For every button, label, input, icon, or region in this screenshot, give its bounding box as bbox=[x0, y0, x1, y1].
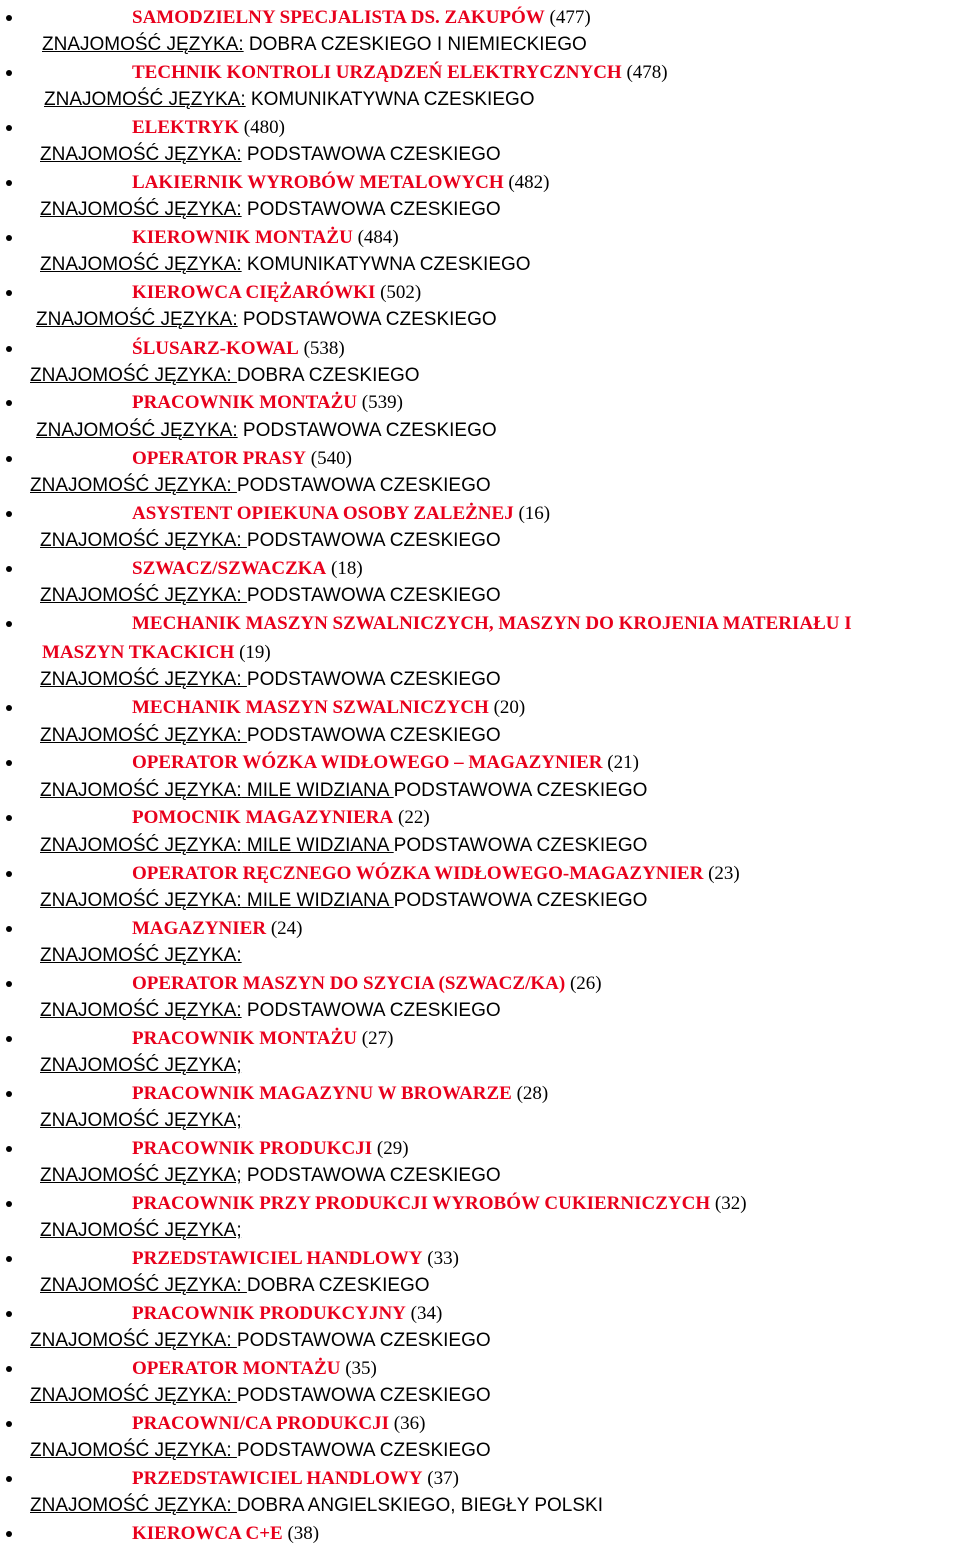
language-label: ZNAJOMOŚĆ JĘZYKA: bbox=[40, 1275, 247, 1296]
language-label: ZNAJOMOŚĆ JĘZYKA: bbox=[36, 420, 238, 441]
job-title: PRACOWNIK PRODUKCJI bbox=[132, 1138, 373, 1159]
language-level: PODSTAWOWA CZESKIEGO bbox=[393, 835, 648, 856]
language-label: ZNAJOMOŚĆ JĘZYKA; bbox=[40, 1220, 242, 1241]
job-number: (35) bbox=[340, 1358, 377, 1379]
language-requirement bbox=[40, 722, 501, 749]
job-title-line bbox=[0, 389, 960, 416]
job-entry bbox=[132, 1465, 459, 1492]
job-entry bbox=[132, 694, 525, 721]
language-requirement bbox=[42, 31, 587, 58]
bullet-icon bbox=[6, 621, 12, 627]
bullet-icon bbox=[6, 1476, 12, 1482]
language-label: ZNAJOMOŚĆ JĘZYKA: bbox=[40, 1000, 242, 1021]
language-level: KOMUNIKATYWNA CZESKIEGO bbox=[245, 89, 535, 110]
job-title-line bbox=[0, 1465, 960, 1492]
job-number: (16) bbox=[513, 503, 551, 524]
job-number: (477) bbox=[544, 7, 591, 28]
language-preferred: MILE WIDZIANA bbox=[241, 835, 394, 856]
language-label: ZNAJOMOŚĆ JĘZYKA: bbox=[40, 144, 242, 165]
job-number: (482) bbox=[503, 172, 550, 193]
language-level: PODSTAWOWA CZESKIEGO bbox=[236, 1330, 491, 1351]
job-title-continuation-line bbox=[0, 639, 960, 666]
job-entry bbox=[132, 1080, 548, 1107]
job-title-line bbox=[0, 1520, 960, 1547]
language-requirement-line bbox=[0, 141, 960, 168]
bullet-icon bbox=[6, 705, 12, 711]
job-entry bbox=[132, 1355, 377, 1382]
language-requirement-line bbox=[0, 1437, 960, 1464]
job-entry bbox=[132, 500, 550, 527]
language-label: ZNAJOMOŚĆ JĘZYKA: bbox=[40, 199, 242, 220]
language-requirement-line bbox=[0, 1492, 960, 1519]
language-level: PODSTAWOWA CZESKIEGO bbox=[246, 669, 501, 690]
job-number: (19) bbox=[234, 642, 271, 663]
language-requirement bbox=[30, 362, 420, 389]
job-entry bbox=[132, 114, 285, 141]
job-entry bbox=[132, 279, 421, 306]
language-requirement bbox=[40, 1107, 242, 1134]
bullet-icon bbox=[6, 235, 12, 241]
job-title: PRACOWNIK MAGAZYNU W BROWARZE bbox=[132, 1083, 512, 1104]
language-label: ZNAJOMOŚĆ JĘZYKA; bbox=[40, 1165, 242, 1186]
job-number: (34) bbox=[405, 1303, 443, 1324]
job-number: (478) bbox=[621, 62, 668, 83]
job-number: (32) bbox=[710, 1193, 747, 1214]
language-level: PODSTAWOWA CZESKIEGO bbox=[236, 1385, 491, 1406]
language-requirement-line bbox=[0, 666, 960, 693]
language-requirement-line bbox=[0, 1107, 960, 1134]
job-title: OPERATOR MASZYN DO SZYCIA (SZWACZ/KA) bbox=[132, 973, 566, 994]
language-level: PODSTAWOWA CZESKIEGO bbox=[246, 725, 501, 746]
job-entry bbox=[132, 335, 345, 362]
job-title-line bbox=[0, 1190, 960, 1217]
language-requirement-line bbox=[0, 31, 960, 58]
language-label: ZNAJOMOŚĆ JĘZYKA: bbox=[36, 309, 238, 330]
job-entry bbox=[132, 169, 550, 196]
job-title-line bbox=[0, 1300, 960, 1327]
job-title-line bbox=[0, 749, 960, 776]
language-label: ZNAJOMOŚĆ JĘZYKA: bbox=[40, 530, 247, 551]
job-title: OPERATOR MONTAŻU bbox=[132, 1358, 341, 1379]
language-requirement-line bbox=[0, 306, 960, 333]
language-level: PODSTAWOWA CZESKIEGO bbox=[237, 309, 497, 330]
bullet-icon bbox=[6, 1366, 12, 1372]
job-title-line bbox=[0, 335, 960, 362]
job-number: (23) bbox=[703, 863, 740, 884]
job-title: SZWACZ/SZWACZKA bbox=[132, 558, 327, 579]
language-requirement-line bbox=[0, 472, 960, 499]
job-number: (538) bbox=[298, 338, 345, 359]
job-title-line bbox=[0, 860, 960, 887]
job-number: (22) bbox=[393, 807, 430, 828]
bullet-icon bbox=[6, 511, 12, 517]
job-title: SAMODZIELNY SPECJALISTA DS. ZAKUPÓW bbox=[132, 7, 545, 28]
job-title-line bbox=[0, 694, 960, 721]
bullet-icon bbox=[6, 1091, 12, 1097]
job-number: (29) bbox=[372, 1138, 409, 1159]
language-requirement bbox=[40, 997, 501, 1024]
job-number: (36) bbox=[389, 1413, 426, 1434]
language-requirement bbox=[30, 1382, 491, 1409]
bullet-icon bbox=[6, 70, 12, 76]
language-requirement-line bbox=[0, 1217, 960, 1244]
job-title-line bbox=[0, 1355, 960, 1382]
job-title: PRACOWNI/CA PRODUKCJI bbox=[132, 1413, 390, 1434]
language-label: ZNAJOMOŚĆ JĘZYKA: bbox=[30, 1440, 237, 1461]
language-level: PODSTAWOWA CZESKIEGO bbox=[241, 144, 501, 165]
job-number: (21) bbox=[602, 752, 639, 773]
bullet-icon bbox=[6, 400, 12, 406]
job-number: (24) bbox=[266, 918, 303, 939]
language-requirement-line bbox=[0, 1382, 960, 1409]
bullet-icon bbox=[6, 871, 12, 877]
bullet-icon bbox=[6, 981, 12, 987]
job-title: LAKIERNIK WYROBÓW METALOWYCH bbox=[132, 172, 504, 193]
language-requirement bbox=[40, 1162, 501, 1189]
language-requirement-line bbox=[0, 417, 960, 444]
language-label: ZNAJOMOŚĆ JĘZYKA: bbox=[40, 725, 247, 746]
language-level: PODSTAWOWA CZESKIEGO bbox=[393, 890, 648, 911]
language-requirement-line bbox=[0, 1162, 960, 1189]
job-number: (480) bbox=[239, 117, 285, 138]
job-title: MAGAZYNIER bbox=[132, 918, 267, 939]
job-number: (484) bbox=[352, 227, 399, 248]
job-title-line bbox=[0, 610, 960, 637]
language-label: ZNAJOMOŚĆ JĘZYKA: bbox=[40, 780, 242, 801]
language-label: ZNAJOMOŚĆ JĘZYKA: bbox=[40, 254, 242, 275]
language-requirement bbox=[30, 1437, 491, 1464]
bullet-icon bbox=[6, 815, 12, 821]
job-title: POMOCNIK MAGAZYNIERA bbox=[132, 807, 394, 828]
job-title: OPERATOR PRASY bbox=[132, 448, 307, 469]
job-title-line bbox=[0, 1080, 960, 1107]
language-level: KOMUNIKATYWNA CZESKIEGO bbox=[241, 254, 531, 275]
bullet-icon bbox=[6, 760, 12, 766]
job-title: KIEROWCA C+E bbox=[132, 1523, 283, 1544]
language-label: ZNAJOMOŚĆ JĘZYKA: bbox=[40, 835, 242, 856]
bullet-icon bbox=[6, 180, 12, 186]
job-title-continuation: MASZYN TKACKICH bbox=[42, 642, 235, 663]
job-number: (18) bbox=[326, 558, 363, 579]
language-preferred: MILE WIDZIANA bbox=[241, 890, 394, 911]
language-requirement-line bbox=[0, 362, 960, 389]
job-title: ŚLUSARZ-KOWAL bbox=[132, 338, 299, 359]
language-label: ZNAJOMOŚĆ JĘZYKA: bbox=[30, 1385, 237, 1406]
language-label: ZNAJOMOŚĆ JĘZYKA; bbox=[40, 1110, 242, 1131]
language-requirement-line bbox=[0, 582, 960, 609]
job-title: ELEKTRYK bbox=[132, 117, 240, 138]
job-number: (26) bbox=[565, 973, 602, 994]
language-level: DOBRA CZESKIEGO bbox=[246, 1275, 430, 1296]
language-label: ZNAJOMOŚĆ JĘZYKA: bbox=[40, 945, 242, 966]
job-entry bbox=[132, 555, 363, 582]
language-label: ZNAJOMOŚĆ JĘZYKA: bbox=[30, 475, 237, 496]
job-title: OPERATOR RĘCZNEGO WÓZKA WIDŁOWEGO-MAGAZYNIER bbox=[132, 863, 704, 884]
bullet-icon bbox=[6, 290, 12, 296]
language-requirement bbox=[36, 306, 497, 333]
job-title-line bbox=[0, 1410, 960, 1437]
job-entry bbox=[132, 610, 852, 637]
bullet-icon bbox=[6, 1421, 12, 1427]
language-requirement bbox=[40, 1217, 242, 1244]
job-number: (28) bbox=[511, 1083, 549, 1104]
bullet-icon bbox=[6, 1036, 12, 1042]
language-requirement bbox=[40, 832, 647, 859]
language-requirement bbox=[40, 141, 501, 168]
job-title: KIEROWCA CIĘŻARÓWKI bbox=[132, 282, 376, 303]
job-entry bbox=[132, 1135, 409, 1162]
language-level: PODSTAWOWA CZESKIEGO bbox=[236, 475, 491, 496]
job-title-line bbox=[0, 445, 960, 472]
language-requirement-line bbox=[0, 1052, 960, 1079]
job-title-line bbox=[0, 1135, 960, 1162]
job-number: (37) bbox=[422, 1468, 459, 1489]
job-entry bbox=[132, 1245, 459, 1272]
language-level: PODSTAWOWA CZESKIEGO bbox=[393, 780, 648, 801]
job-title: MECHANIK MASZYN SZWALNICZYCH bbox=[132, 697, 489, 718]
language-preferred: MILE WIDZIANA bbox=[241, 780, 394, 801]
job-title: PRZEDSTAWICIEL HANDLOWY bbox=[132, 1468, 423, 1489]
job-number: (27) bbox=[357, 1028, 394, 1049]
language-requirement-line bbox=[0, 777, 960, 804]
bullet-icon bbox=[6, 346, 12, 352]
language-requirement-line bbox=[0, 251, 960, 278]
job-number: (38) bbox=[282, 1523, 320, 1544]
language-requirement bbox=[40, 527, 501, 554]
language-requirement bbox=[30, 1492, 603, 1519]
language-label: ZNAJOMOŚĆ JĘZYKA: bbox=[40, 669, 247, 690]
job-entry bbox=[132, 749, 639, 776]
bullet-icon bbox=[6, 1201, 12, 1207]
job-entry bbox=[132, 860, 740, 887]
job-title-line bbox=[0, 500, 960, 527]
language-label: ZNAJOMOŚĆ JĘZYKA: bbox=[40, 890, 242, 911]
job-title-line bbox=[0, 59, 960, 86]
language-label: ZNAJOMOŚĆ JĘZYKA: bbox=[30, 365, 237, 386]
job-title: PRACOWNIK PRZY PRODUKCJI WYROBÓW CUKIERNICZYCH bbox=[132, 1193, 711, 1214]
job-entry bbox=[132, 389, 403, 416]
job-entry bbox=[132, 1520, 319, 1547]
job-title-line bbox=[0, 4, 960, 31]
job-title: PRACOWNIK MONTAŻU bbox=[132, 392, 358, 413]
language-requirement-line bbox=[0, 196, 960, 223]
language-requirement bbox=[44, 86, 535, 113]
language-label: ZNAJOMOŚĆ JĘZYKA: bbox=[30, 1330, 237, 1351]
job-entry-continuation bbox=[42, 639, 271, 666]
language-requirement-line bbox=[0, 997, 960, 1024]
job-number: (539) bbox=[357, 392, 403, 413]
job-entry bbox=[132, 1190, 747, 1217]
bullet-icon bbox=[6, 926, 12, 932]
language-level: PODSTAWOWA CZESKIEGO bbox=[236, 1440, 491, 1461]
language-requirement bbox=[40, 777, 647, 804]
job-title-line bbox=[0, 279, 960, 306]
bullet-icon bbox=[6, 1531, 12, 1537]
job-title: MECHANIK MASZYN SZWALNICZYCH, MASZYN DO KROJENIA MATERIAŁU I bbox=[132, 613, 852, 634]
language-requirement bbox=[40, 582, 501, 609]
job-title: ASYSTENT OPIEKUNA OSOBY ZALEŻNEJ bbox=[132, 503, 514, 524]
bullet-icon bbox=[6, 566, 12, 572]
language-level: DOBRA ANGIELSKIEGO, BIEGŁY POLSKI bbox=[236, 1495, 603, 1516]
language-requirement bbox=[30, 472, 491, 499]
language-requirement-line bbox=[0, 1272, 960, 1299]
job-number: (502) bbox=[375, 282, 422, 303]
language-requirement-line bbox=[0, 1327, 960, 1354]
job-title-line bbox=[0, 970, 960, 997]
bullet-icon bbox=[6, 1256, 12, 1262]
bullet-icon bbox=[6, 1146, 12, 1152]
language-requirement-line bbox=[0, 832, 960, 859]
job-number: (540) bbox=[306, 448, 352, 469]
language-requirement bbox=[36, 417, 497, 444]
language-label: ZNAJOMOŚĆ JĘZYKA: bbox=[42, 34, 244, 55]
job-title-line bbox=[0, 114, 960, 141]
language-level: PODSTAWOWA CZESKIEGO bbox=[246, 585, 501, 606]
job-title: PRACOWNIK PRODUKCYJNY bbox=[132, 1303, 406, 1324]
job-entry bbox=[132, 224, 399, 251]
language-level: PODSTAWOWA CZESKIEGO bbox=[241, 1165, 501, 1186]
job-number: (33) bbox=[422, 1248, 459, 1269]
language-label: ZNAJOMOŚĆ JĘZYKA; bbox=[40, 1055, 242, 1076]
language-requirement bbox=[40, 196, 501, 223]
bullet-icon bbox=[6, 1311, 12, 1317]
language-level: PODSTAWOWA CZESKIEGO bbox=[241, 199, 501, 220]
job-entry bbox=[132, 915, 302, 942]
job-title-line bbox=[0, 1245, 960, 1272]
job-title: OPERATOR WÓZKA WIDŁOWEGO – MAGAZYNIER bbox=[132, 752, 603, 773]
job-title-line bbox=[0, 555, 960, 582]
job-entry bbox=[132, 1410, 425, 1437]
language-requirement-line bbox=[0, 887, 960, 914]
language-level: PODSTAWOWA CZESKIEGO bbox=[246, 530, 501, 551]
language-requirement bbox=[40, 251, 531, 278]
language-requirement bbox=[40, 1052, 242, 1079]
language-requirement-line bbox=[0, 722, 960, 749]
language-label: ZNAJOMOŚĆ JĘZYKA: bbox=[44, 89, 246, 110]
language-requirement bbox=[40, 666, 501, 693]
bullet-icon bbox=[6, 15, 12, 21]
job-entry bbox=[132, 1300, 442, 1327]
language-requirement bbox=[40, 1272, 430, 1299]
language-level: DOBRA CZESKIEGO bbox=[236, 365, 420, 386]
job-title: TECHNIK KONTROLI URZĄDZEŃ ELEKTRYCZNYCH bbox=[132, 62, 622, 83]
language-level: DOBRA CZESKIEGO I NIEMIECKIEGO bbox=[243, 34, 587, 55]
job-title: KIEROWNIK MONTAŻU bbox=[132, 227, 353, 248]
bullet-icon bbox=[6, 125, 12, 131]
language-requirement bbox=[40, 887, 647, 914]
language-level: PODSTAWOWA CZESKIEGO bbox=[241, 1000, 501, 1021]
job-entry bbox=[132, 59, 668, 86]
bullet-icon bbox=[6, 456, 12, 462]
job-entry bbox=[132, 804, 430, 831]
job-number: (20) bbox=[488, 697, 526, 718]
job-title-line bbox=[0, 804, 960, 831]
language-label: ZNAJOMOŚĆ JĘZYKA: bbox=[30, 1495, 237, 1516]
job-entry bbox=[132, 4, 591, 31]
job-entry bbox=[132, 970, 602, 997]
language-label: ZNAJOMOŚĆ JĘZYKA: bbox=[40, 585, 247, 606]
job-title: PRZEDSTAWICIEL HANDLOWY bbox=[132, 1248, 423, 1269]
job-entry bbox=[132, 1025, 393, 1052]
job-title: PRACOWNIK MONTAŻU bbox=[132, 1028, 358, 1049]
job-title-line bbox=[0, 915, 960, 942]
job-title-line bbox=[0, 224, 960, 251]
language-requirement-line bbox=[0, 942, 960, 969]
language-requirement bbox=[30, 1327, 491, 1354]
language-requirement bbox=[40, 942, 242, 969]
language-level: PODSTAWOWA CZESKIEGO bbox=[237, 420, 497, 441]
job-title-line bbox=[0, 169, 960, 196]
job-title-line bbox=[0, 1025, 960, 1052]
language-requirement-line bbox=[0, 527, 960, 554]
job-entry bbox=[132, 445, 352, 472]
language-requirement-line bbox=[0, 86, 960, 113]
